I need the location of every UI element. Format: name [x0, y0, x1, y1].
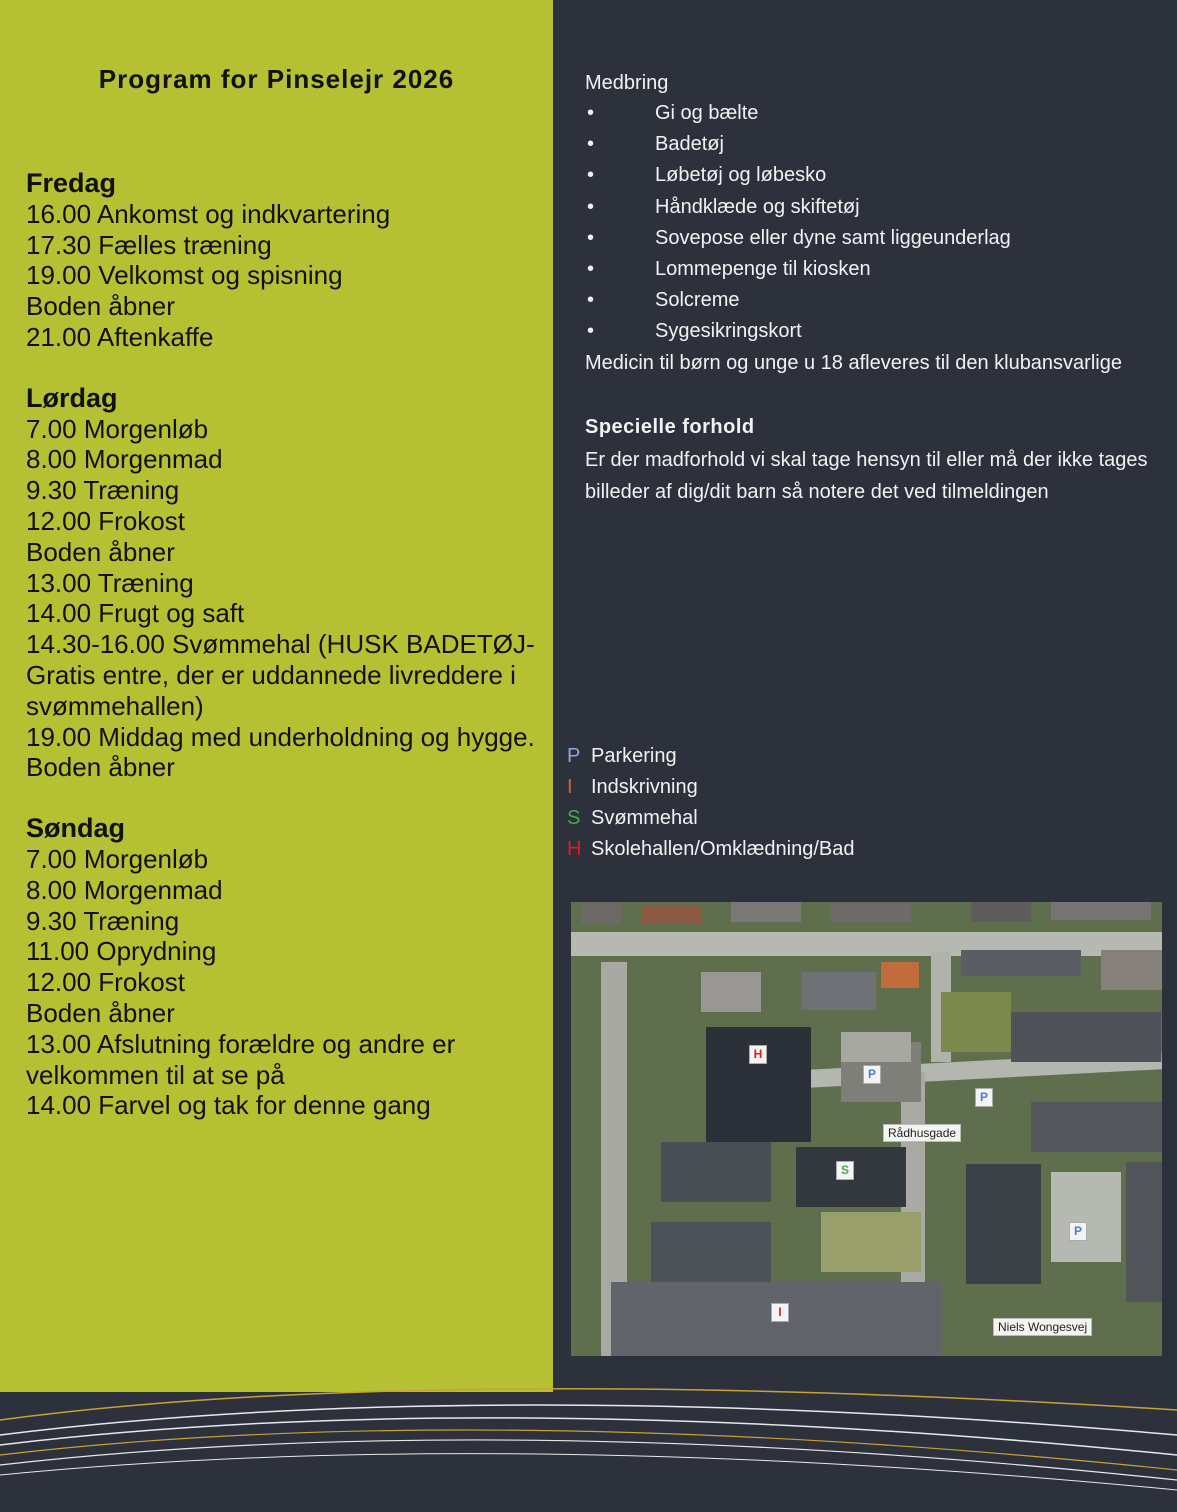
legend-label: Parkering — [591, 745, 677, 767]
parking-marker: P — [1069, 1222, 1087, 1241]
registration-marker: I — [771, 1303, 789, 1322]
bring-item-label: Lommepenge til kiosken — [655, 257, 871, 280]
parking-marker: P — [863, 1065, 881, 1084]
schedule-item: Boden åbner — [26, 752, 175, 783]
map-legend — [567, 742, 855, 866]
legend-label: Svømmehal — [591, 807, 698, 829]
schedule-item: 17.30 Fælles træning — [26, 229, 272, 260]
aerial-map — [571, 902, 1162, 1356]
bring-item-label: Gi og bælte — [655, 102, 759, 124]
schedule-item: 7.00 Morgenløb — [26, 843, 209, 874]
list-item — [585, 225, 1177, 256]
decorative-wave — [0, 1380, 1177, 1512]
bullet-icon: • — [587, 257, 595, 280]
bullet-icon: • — [587, 195, 595, 218]
schedule-item: 21.00 Aftenkaffe — [26, 321, 214, 352]
schedule-item: 14.30-16.00 Svømmehal (HUSK BADETØJ-Gratis entre, der er uddannede livreddere i svømmehallen) — [26, 629, 535, 721]
schedule-item: 13.00 Afslutning forældre og andre er velkommen til at se på — [26, 1028, 463, 1090]
bullet-icon: • — [587, 102, 595, 124]
swim-letter: S — [567, 807, 581, 829]
schedule-item: 12.00 Frokost — [26, 505, 185, 536]
list-item — [585, 194, 1177, 225]
schedule-item: 19.00 Middag med underholdning og hygge. — [26, 721, 535, 752]
legend-swimming — [567, 804, 855, 835]
legend-parking — [567, 742, 855, 773]
bullet-icon: • — [587, 226, 595, 249]
legend-school-hall — [567, 835, 855, 866]
special-text: Er der madforhold vi skal tage hensyn til eller må der ikke tages billeder af dig/dit barn så notere det ved tilmeldingen — [585, 448, 1148, 503]
schedule — [26, 168, 536, 1151]
list-item — [585, 162, 1177, 193]
bullet-icon: • — [587, 164, 595, 187]
bullet-icon: • — [587, 320, 595, 343]
schedule-item: 9.30 Træning — [26, 905, 180, 936]
bullet-icon: • — [587, 289, 595, 312]
aerial-photo — [571, 902, 1162, 1356]
schedule-item: 14.00 Frugt og saft — [26, 598, 245, 629]
legend-registration — [567, 773, 855, 804]
street-label-radhusgade: Rådhusgade — [883, 1124, 961, 1142]
schedule-item: Boden åbner — [26, 291, 175, 322]
day-title: Søndag — [26, 813, 125, 844]
schedule-item: Boden åbner — [26, 536, 175, 567]
special-title: Specielle forhold — [585, 415, 755, 438]
school-hall-marker: H — [749, 1045, 767, 1064]
bring-item-label: Håndklæde og skiftetøj — [655, 195, 860, 218]
schedule-item: 9.30 Træning — [26, 475, 180, 506]
day-block-lordag — [26, 383, 536, 783]
bring-heading: Medbring — [585, 72, 669, 94]
bring-item-label: Sovepose eller dyne samt liggeunderlag — [655, 226, 1011, 249]
list-item — [585, 131, 1177, 162]
list-item — [585, 256, 1177, 287]
info-column — [585, 70, 1177, 508]
schedule-item: 7.00 Morgenløb — [26, 413, 209, 444]
day-title: Fredag — [26, 168, 117, 198]
schedule-item: 8.00 Morgenmad — [26, 874, 223, 905]
schedule-item: 13.00 Træning — [26, 567, 194, 598]
bring-list — [585, 100, 1177, 350]
schedule-item: 16.00 Ankomst og indkvartering — [26, 198, 391, 229]
schedule-item: 11.00 Oprydning — [26, 936, 217, 967]
street-label-niels-wongesvej: Niels Wongesvej — [993, 1318, 1092, 1336]
school-letter: H — [567, 838, 582, 860]
schedule-item: 14.00 Farvel og tak for denne gang — [26, 1090, 431, 1121]
registration-letter: I — [567, 776, 573, 798]
medicine-note: Medicin til børn og unge u 18 afleveres til den klubansvarlige — [585, 351, 1122, 374]
bring-item-label: Badetøj — [655, 133, 724, 156]
bullet-icon: • — [587, 133, 595, 156]
schedule-item: 8.00 Morgenmad — [26, 444, 223, 475]
schedule-item: 19.00 Velkomst og spisning — [26, 260, 343, 291]
schedule-item: Boden åbner — [26, 997, 175, 1028]
bring-item-label: Sygesikringskort — [655, 320, 802, 343]
day-block-fredag — [26, 168, 536, 353]
day-block-sondag — [26, 813, 536, 1121]
bring-item-label: Solcreme — [655, 289, 740, 312]
day-title: Lørdag — [26, 382, 118, 413]
list-item — [585, 100, 1177, 131]
program-title: Program for Pinselejr 2026 — [98, 64, 455, 94]
swimming-marker: S — [836, 1161, 854, 1180]
parking-marker: P — [975, 1088, 993, 1107]
list-item — [585, 318, 1177, 349]
legend-label: Skolehallen/Omklædning/Bad — [591, 838, 855, 860]
program-panel — [0, 0, 553, 1392]
parking-letter: P — [567, 745, 581, 767]
bring-item-label: Løbetøj og løbesko — [655, 164, 827, 187]
list-item — [585, 287, 1177, 318]
schedule-item: 12.00 Frokost — [26, 967, 185, 998]
legend-label: Indskrivning — [591, 776, 698, 798]
